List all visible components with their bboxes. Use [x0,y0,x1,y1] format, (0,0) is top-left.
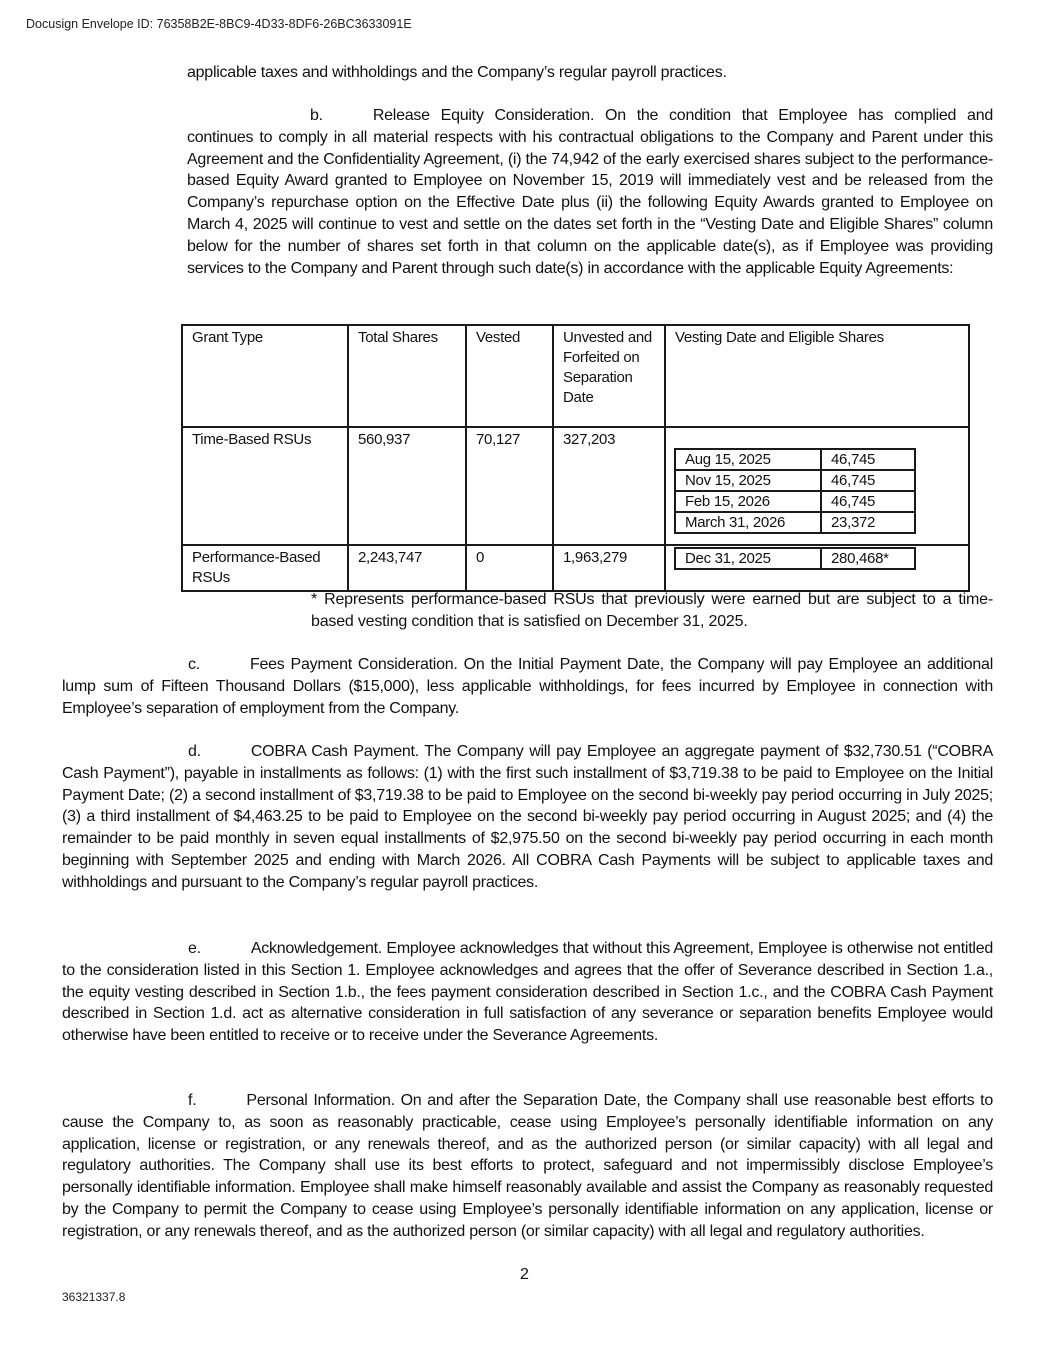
schedule-shares: 46,745 [821,449,915,470]
header-unvested: Unvested and Forfeited on Separation Date [553,325,665,427]
document-id: 36321337.8 [62,1290,126,1304]
header-vesting-schedule: Vesting Date and Eligible Shares [665,325,969,427]
section-c-text: Fees Payment Consideration. On the Initial Payment Date, the Company will pay Employee an additional lump sum of Fifteen Thousand Dollars ($15,000), less applicable withholdings, for fees incurred by Employee in connection with Employee’s separation of employment from the Company. [62,656,993,717]
header-vested: Vested [466,325,553,427]
schedule-row [675,449,915,470]
section-c-paragraph [62,654,993,719]
section-e-label: e. [188,940,201,957]
cell-grant-type: Time-Based RSUs [182,427,348,545]
header-total-shares: Total Shares [348,325,466,427]
section-b-label: b. [310,107,323,124]
schedule-row [675,491,915,512]
schedule-row [675,548,915,569]
section-b-paragraph [187,105,993,279]
schedule-date: Nov 15, 2025 [675,470,821,491]
schedule-date: Feb 15, 2026 [675,491,821,512]
page-number: 2 [520,1266,529,1283]
cell-grant-type: Performance-Based RSUs [182,545,348,591]
section-d-label: d. [188,743,201,760]
schedule-row [675,512,915,533]
table-row [182,545,969,591]
intro-paragraph: applicable taxes and withholdings and the Company’s regular payroll practices. [187,64,727,81]
vesting-schedule-table [674,547,916,570]
section-d-paragraph [62,741,993,894]
cell-total-shares: 560,937 [348,427,466,545]
cell-unvested: 1,963,279 [553,545,665,591]
schedule-date: Dec 31, 2025 [675,548,821,569]
section-e-text: Acknowledgement. Employee acknowledges that without this Agreement, Employee is otherwise not entitled to the consideration listed in this Section 1. Employee acknowledges and agrees that the offer of Severance described in Section 1.a., the equity vesting described in Section 1.b., the fees payment consideration described in Section 1.c., and the COBRA Cash Payment described in Section 1.d. act as alternative consideration in full satisfaction of any severance or separation benefits Employee would otherwise have been entitled to receive or to receive under the Severance Agreements. [62,940,993,1045]
cell-vesting-schedule [665,545,969,591]
schedule-shares: 280,468* [821,548,915,569]
schedule-date: Aug 15, 2025 [675,449,821,470]
schedule-date: March 31, 2026 [675,512,821,533]
schedule-shares: 23,372 [821,512,915,533]
equity-grant-table [181,324,970,592]
section-f-label: f. [188,1092,197,1109]
section-f-text: Personal Information. On and after the Separation Date, the Company shall use reasonable best efforts to cause the Company to, as soon as reasonably practicable, cease using Employee’s personally identifiable information on any application, license or registration, or any renewals thereof, and as the authorized person (or similar capacity) with all legal and regulatory authorities. The Company shall use its best efforts to protect, safeguard and not impermissibly disclose Employee’s personally identifiable information. Employee shall make himself reasonably available and assist the Company as reasonably requested by the Company to permit the Company to cease using Employee’s personally identifiable information on any application, license or registration, or any renewals thereof, and as the authorized person (or similar capacity) with all legal and regulatory authorities. [62,1092,993,1240]
section-c-label: c. [188,656,200,673]
cell-vested: 0 [466,545,553,591]
cell-total-shares: 2,243,747 [348,545,466,591]
cell-vested: 70,127 [466,427,553,545]
table-header-row [182,325,969,427]
schedule-shares: 46,745 [821,491,915,512]
section-f-paragraph [62,1090,993,1243]
cell-vesting-schedule [665,427,969,545]
cell-unvested: 327,203 [553,427,665,545]
schedule-shares: 46,745 [821,470,915,491]
section-e-paragraph [62,938,993,1047]
section-d-text: COBRA Cash Payment. The Company will pay Employee an aggregate payment of $32,730.51 (“COBRA Cash Payment”), payable in installments as follows: (1) with the first such installment of $3,719.38 to be paid to Employee on the Initial Payment Date; (2) a second installment of $3,719.38 to be paid to Employee on the second bi-weekly pay period occurring in July 2025; (3) a third installment of $4,463.25 to be paid to Employee on the second bi-weekly pay period occurring in August 2025; and (4) the remainder to be paid monthly in seven equal installments of $2,975.50 on the second bi-weekly pay period occurring in each month beginning with September 2025 and ending with March 2026. All COBRA Cash Payments will be subject to applicable taxes and withholdings and pursuant to the Company’s regular payroll practices. [62,743,993,891]
section-b-text: Release Equity Consideration. On the condition that Employee has complied and continues to comply in all material respects with his contractual obligations to the Company and Parent under this Agreement and the Confidentiality Agreement, (i) the 74,942 of the early exercised shares subject to the performance-based Equity Award granted to Employee on November 15, 2019 will immediately vest and be released from the Company’s repurchase option on the Effective Date plus (ii) the following Equity Awards granted to Employee on March 4, 2025 will continue to vest and settle on the dates set forth in the “Vesting Date and Eligible Shares” column below for the number of shares set forth in that column on the applicable date(s), as if Employee was providing services to the Company and Parent through such date(s) in accordance with the applicable Equity Agreements: [187,107,993,277]
table-footnote: * Represents performance-based RSUs that previously were earned but are subject to a time-based vesting condition that is satisfied on December 31, 2025. [311,591,993,630]
schedule-row [675,470,915,491]
table-row [182,427,969,545]
vesting-schedule-table [674,448,916,534]
header-grant-type: Grant Type [182,325,348,427]
docusign-envelope-id: Docusign Envelope ID: 76358B2E-8BC9-4D33-8DF6-26BC3633091E [26,17,412,31]
